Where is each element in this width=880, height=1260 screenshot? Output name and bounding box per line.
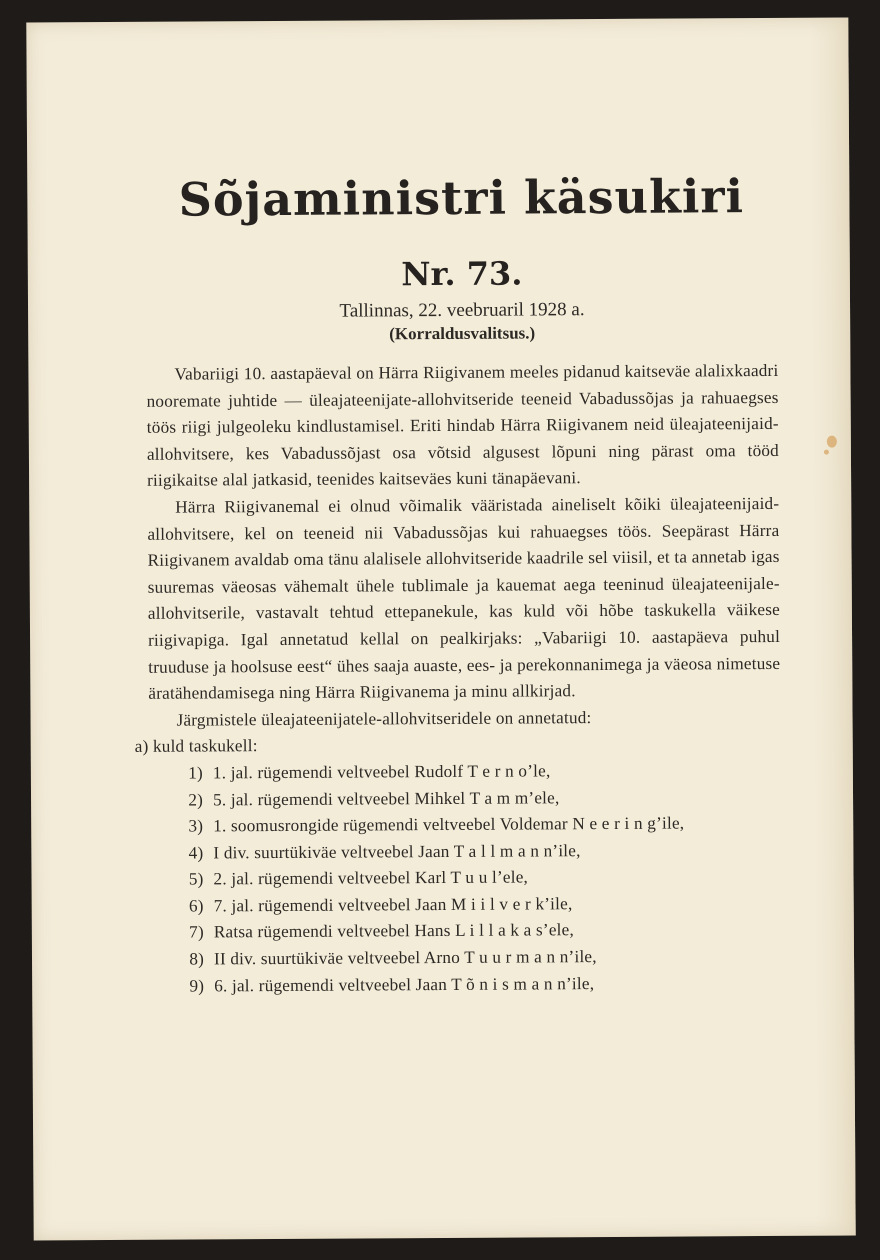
list-item-number: 4) bbox=[188, 843, 204, 863]
document-title: Sõjaministri käsukiri bbox=[178, 169, 745, 227]
order-body bbox=[134, 358, 782, 1000]
recipient-list bbox=[149, 757, 782, 1000]
list-item-number: 7) bbox=[189, 922, 204, 943]
list-item bbox=[149, 783, 781, 813]
list-item bbox=[150, 916, 782, 946]
paragraph-award: Härra Riigivanemal ei olnud võimalik vääristada aineliselt kõiki üleajateenijaid-allohvitsere, kel on teeneid nii Vabadussõjas kui rahuaegses töös. Seepärast Härra Riigivanem avaldab oma tänu alalisele allohvitseride kaadrile sel viisil, et ta annetab igas suuremas väeosas vähemalt ühele tublimale ja kauemat aega teeninud üleajateenijale-allohvitserile, vastavalt tehtud ettepanekule, kas kuld või hõbe taskukella väikese riigivapiga. Igal annetatud kellal on pealkirjaks: „Vabariigi 10. aastapäeva puhul truuduse ja hoolsuse eest“ ühes saaja auaste, ees- ja perekonnanimega ja väeosa nimetuse äratähendamisega ning Härra Riigivanema ja minu allkirjad. bbox=[147, 493, 781, 703]
list-item-number: 8) bbox=[189, 949, 205, 969]
list-item-text: 2. jal. rügemendi veltveebel Karl T u u l’ele, bbox=[213, 867, 529, 889]
paper-stain bbox=[827, 436, 837, 448]
place-and-date: Tallinnas, 22. veebruaril 1928 a. bbox=[339, 299, 585, 322]
section-gold-watch: a) kuld taskukell: bbox=[134, 736, 258, 757]
list-item-text: 7. jal. rügemendi veltveebel Jaan M i i l v e r k’ile, bbox=[213, 894, 573, 916]
paragraph-recipients-intro: Järgmistele üleajateenijatele-allohvitseridele on annetatud: bbox=[176, 707, 592, 730]
document-page bbox=[26, 18, 855, 1241]
list-item bbox=[150, 970, 782, 1000]
list-item-number: 9) bbox=[189, 976, 205, 996]
list-item-number: 2) bbox=[188, 789, 204, 810]
list-item-number: 6) bbox=[188, 896, 204, 916]
list-item bbox=[150, 890, 782, 920]
paper-edge-shading bbox=[808, 18, 855, 1236]
issuing-department: (Korraldusvalitsus.) bbox=[389, 323, 536, 344]
list-item-number: 5) bbox=[188, 869, 204, 889]
document-content bbox=[134, 168, 782, 1000]
list-item-text: I div. suurtükiväe veltveebel Jaan T a l l m a n n’ile, bbox=[213, 840, 581, 863]
list-item-number: 3) bbox=[188, 816, 204, 836]
paragraph-intro: Vabariigi 10. aastapäeval on Härra Riigivanem meeles pidanud kaitseväe alalixkaadri nooremate juhtide — üleajateenijate-allohvitseride teeneid Vabadussõjas ja rahuaegses töös riigi julgeoleku kindlustamisel. Eriti hindab Härra Riigivanem neid üleajateenijaid-allohvitsere, kes Vabadussõjast osa võtsid algusest lõpuni ning pärast oma tööd riigikaitse alal jatkasid, teenides kaitseväes kuni tänapäevani. bbox=[146, 360, 779, 491]
list-item-text: Ratsa rügemendi veltveebel Hans L i l l a k a s’ele, bbox=[213, 920, 574, 942]
list-item-text: 1. soomusrongide rügemendi veltveebel Voldemar N e e r i n g’ile, bbox=[213, 813, 685, 836]
paper-stain bbox=[824, 450, 829, 455]
list-item-text: II div. suurtükiväe veltveebel Arno T u u r m a n n’ile, bbox=[213, 947, 597, 969]
order-number: Nr. 73. bbox=[401, 254, 523, 294]
list-item-text: 6. jal. rügemendi veltveebel Jaan T õ n i s m a n n’ile, bbox=[214, 973, 595, 996]
list-item bbox=[150, 943, 782, 973]
list-item bbox=[149, 757, 781, 787]
list-item bbox=[149, 837, 781, 867]
list-item-number: 1) bbox=[188, 763, 203, 783]
list-item bbox=[149, 863, 781, 893]
list-item-text: 5. jal. rügemendi veltveebel Mihkel T a m m’ele, bbox=[212, 787, 560, 809]
list-item-text: 1. jal. rügemendi veltveebel Rudolf T e r n o’le, bbox=[212, 761, 551, 783]
list-item bbox=[149, 810, 781, 840]
